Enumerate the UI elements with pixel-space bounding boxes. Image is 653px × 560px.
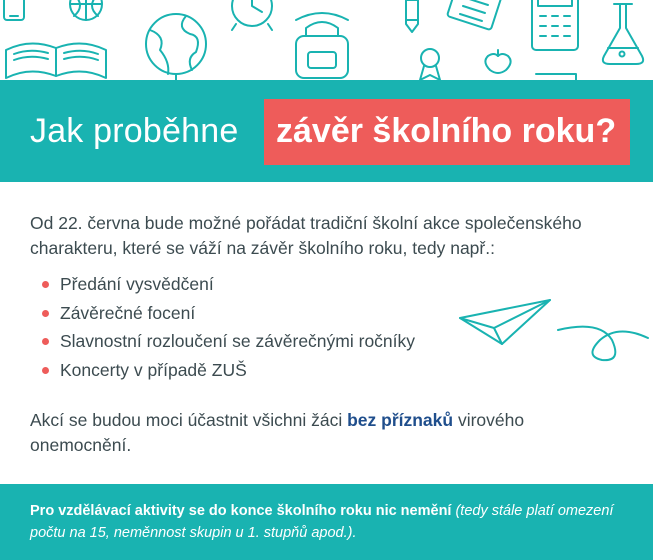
intro-paragraph	[30, 211, 640, 261]
basketball-icon	[70, 0, 102, 20]
flask-icon	[603, 4, 643, 64]
closing-text-end: virového onemocnění.	[30, 410, 525, 455]
list-item-text: Předání vysvědčení	[60, 274, 214, 294]
closing-text	[30, 408, 590, 458]
notebook-icon	[447, 0, 503, 30]
bullet-dot	[42, 367, 49, 374]
intro-text: Od 22. června bude možné pořádat tradiční školní akce společenského charakteru, které se váží na závěr školního roku, tedy např.:	[30, 213, 582, 258]
page-title-lead: Jak proběhne	[30, 112, 239, 150]
list-item-text: Závěrečné focení	[60, 302, 196, 323]
footer-note	[30, 500, 630, 544]
apple-icon	[485, 50, 510, 73]
bullet-dot	[42, 281, 49, 288]
calculator-icon	[532, 0, 578, 82]
closing-text-start: Akcí se budou moci účastnit všichni žáci	[30, 410, 348, 430]
list-item	[40, 299, 415, 328]
backpack-icon	[296, 13, 348, 78]
pencil-icon	[406, 0, 418, 32]
list-item-text: Koncerty v případě ZUŠ	[60, 359, 247, 380]
closing-emphasis: bez příznaků	[347, 410, 454, 430]
page-title-highlight: závěr školního roku?	[276, 112, 617, 150]
footer-paragraph	[30, 500, 630, 544]
footer-bold-text: Pro vzdělávací aktivity se do konce školního roku nic nemění	[30, 503, 452, 519]
bullet-dot	[42, 338, 49, 345]
paper-plane-icon	[450, 290, 650, 380]
event-list	[40, 270, 415, 384]
school-doodles-strip	[0, 0, 653, 82]
bullet-dot	[42, 310, 49, 317]
award-icon	[420, 49, 440, 80]
footer-italic-text: (tedy stále platí omezení počtu na 15, neměnnost skupin u 1. stupňů apod.).	[30, 503, 614, 541]
list-item	[40, 356, 415, 385]
list-item	[40, 327, 415, 356]
list-item-text: Slavnostní rozloučení se závěrečnými ročníky	[60, 331, 416, 351]
list-item	[40, 270, 415, 299]
closing-paragraph	[30, 408, 590, 458]
phone-icon	[4, 0, 24, 20]
globe-icon	[146, 14, 206, 82]
book-icon	[6, 43, 106, 78]
clock-icon	[232, 0, 272, 30]
